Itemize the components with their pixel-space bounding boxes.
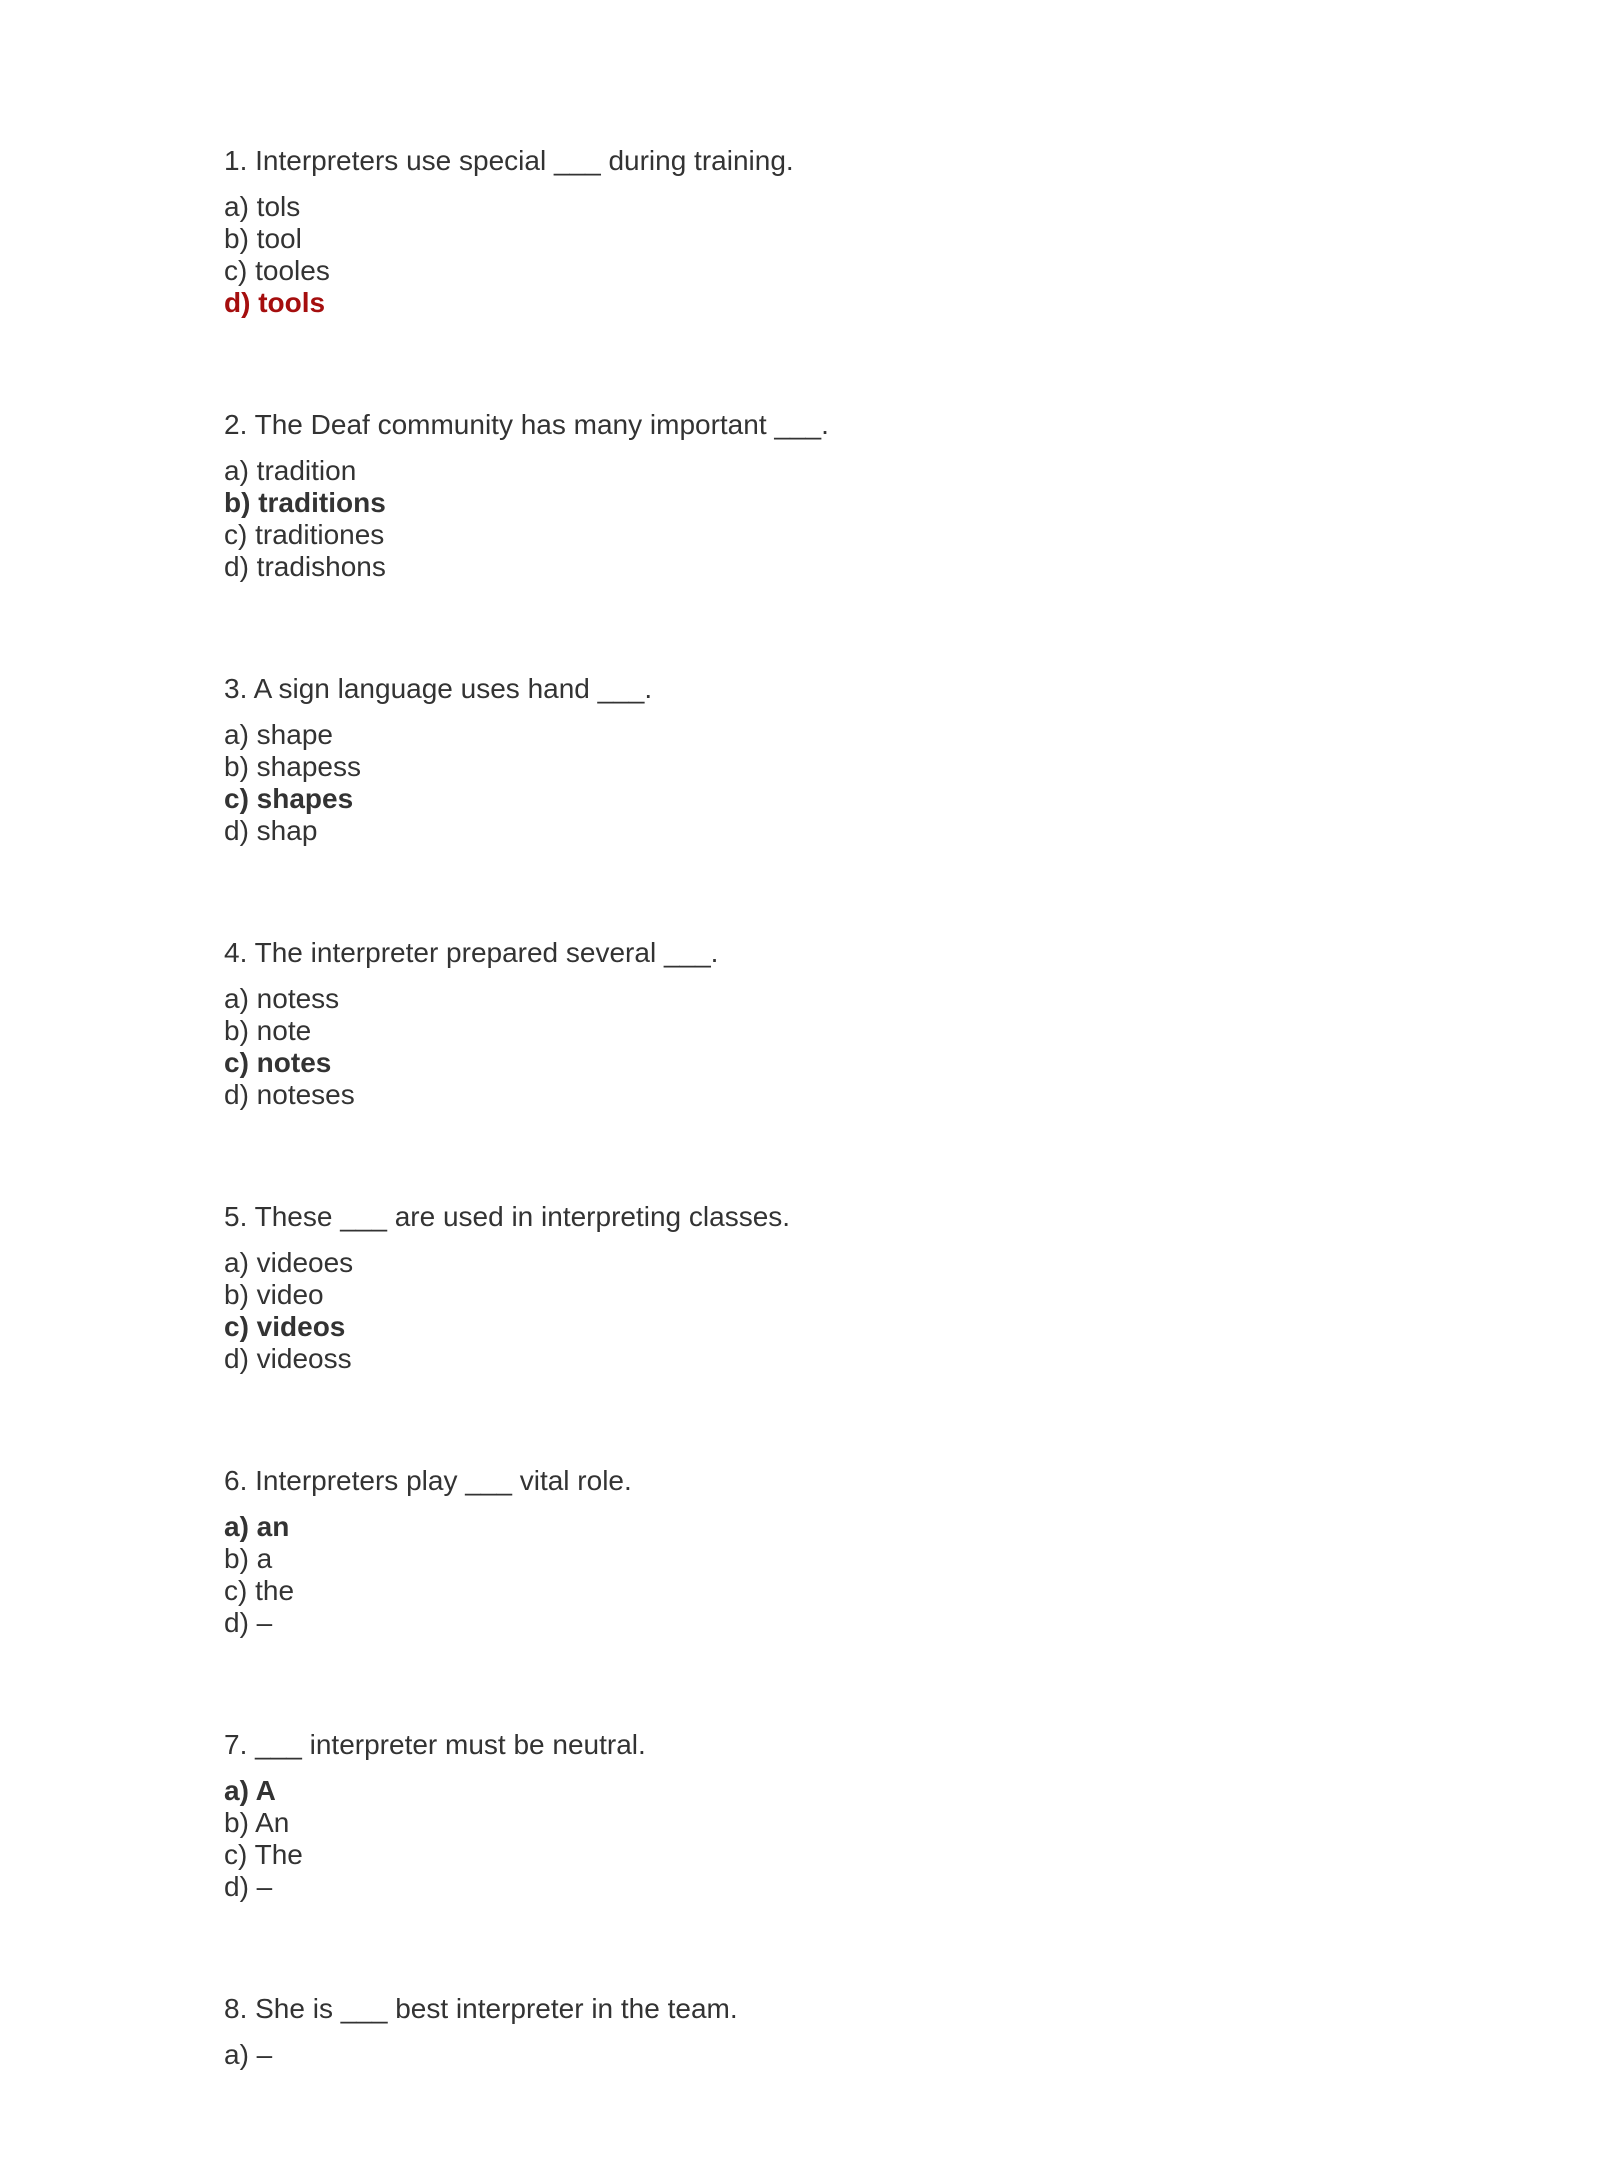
option-list — [224, 2039, 1424, 2071]
answer-option: b) traditions — [224, 487, 386, 518]
option-list — [224, 1511, 1424, 1639]
answer-option: c) traditiones — [224, 519, 385, 550]
answer-option: a) notess — [224, 983, 340, 1014]
question-text: 4. The interpreter prepared several ___. — [224, 937, 719, 968]
answer-option: c) tooles — [224, 255, 330, 286]
quiz-document — [224, 143, 1424, 2159]
answer-option: d) videoss — [224, 1343, 352, 1374]
answer-option: a) videoes — [224, 1247, 354, 1278]
question-text: 6. Interpreters play ___ vital role. — [224, 1465, 632, 1496]
question-block — [224, 1463, 1424, 1639]
question-block — [224, 671, 1424, 847]
answer-option: d) – — [224, 1607, 273, 1638]
question-text: 3. A sign language uses hand ___. — [224, 673, 653, 704]
question-block — [224, 1199, 1424, 1375]
answer-option: c) shapes — [224, 783, 354, 814]
answer-option: c) the — [224, 1575, 295, 1606]
answer-option: b) video — [224, 1279, 324, 1310]
answer-option: d) tradishons — [224, 551, 386, 582]
question-text: 1. Interpreters use special ___ during training. — [224, 145, 794, 176]
question-block — [224, 1991, 1424, 2071]
option-list — [224, 1247, 1424, 1375]
question-text: 7. ___ interpreter must be neutral. — [224, 1729, 646, 1760]
answer-option: a) tradition — [224, 455, 357, 486]
option-list — [224, 191, 1424, 319]
answer-option: b) An — [224, 1807, 290, 1838]
answer-option: a) shape — [224, 719, 333, 750]
answer-option: b) tool — [224, 223, 302, 254]
answer-option: d) noteses — [224, 1079, 355, 1110]
answer-option: c) videos — [224, 1311, 346, 1342]
question-block — [224, 1727, 1424, 1903]
answer-option: c) The — [224, 1839, 303, 1870]
answer-option: c) notes — [224, 1047, 332, 1078]
answer-option: a) A — [224, 1775, 276, 1806]
question-block — [224, 935, 1424, 1111]
answer-option: b) note — [224, 1015, 312, 1046]
option-list — [224, 983, 1424, 1111]
answer-option: a) an — [224, 1511, 290, 1542]
option-list — [224, 1775, 1424, 1903]
answer-option: d) – — [224, 1871, 273, 1902]
question-text: 2. The Deaf community has many important ___. — [224, 409, 829, 440]
answer-option: d) tools — [224, 287, 326, 318]
question-text: 8. She is ___ best interpreter in the team. — [224, 1993, 738, 2024]
question-block — [224, 407, 1424, 583]
question-text: 5. These ___ are used in interpreting classes. — [224, 1201, 791, 1232]
option-list — [224, 455, 1424, 583]
answer-option: b) a — [224, 1543, 273, 1574]
answer-option: b) shapess — [224, 751, 361, 782]
answer-option: a) – — [224, 2039, 273, 2070]
question-block — [224, 143, 1424, 319]
answer-option: a) tols — [224, 191, 301, 222]
option-list — [224, 719, 1424, 847]
answer-option: d) shap — [224, 815, 318, 846]
